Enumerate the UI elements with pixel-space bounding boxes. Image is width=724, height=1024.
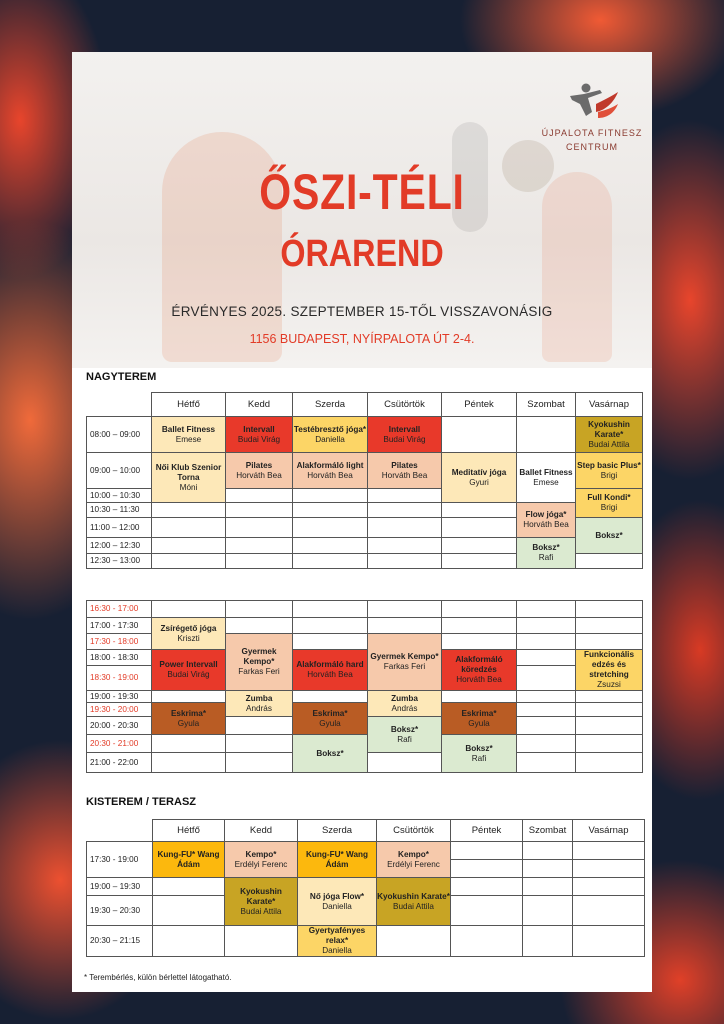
empty-cell	[517, 735, 576, 753]
class-cell: Ballet Fitness Emese	[517, 453, 576, 503]
class-cell: Meditatív jóga Gyuri	[442, 453, 517, 503]
class-cell: Alakformáló hard Horváth Bea	[293, 650, 368, 691]
class-cell: Intervall Budai Virág	[368, 417, 442, 453]
class-cell: Kyokushin Karate* Budai Attila	[576, 417, 643, 453]
empty-cell	[368, 538, 442, 554]
class-cell: Női Klub Szenior Torna Móni	[152, 453, 226, 503]
day-header: Hétfő	[153, 820, 225, 842]
day-header: Kedd	[225, 820, 298, 842]
page-title: ŐSZI-TÉLI	[259, 164, 465, 220]
schedule-poster	[72, 52, 652, 992]
empty-cell	[153, 926, 225, 957]
empty-cell	[153, 878, 225, 896]
empty-cell	[523, 878, 573, 896]
empty-cell	[152, 503, 226, 518]
empty-cell	[152, 601, 226, 618]
empty-cell	[226, 489, 293, 503]
empty-cell	[576, 554, 643, 569]
hero-photo	[72, 52, 652, 368]
empty-cell	[517, 703, 576, 717]
empty-cell	[576, 601, 643, 618]
class-cell: Intervall Budai Virág	[226, 417, 293, 453]
class-cell: Alakformáló köredzés Horváth Bea	[442, 650, 517, 691]
empty-cell	[152, 735, 226, 753]
day-header: Szerda	[293, 393, 368, 417]
empty-cell	[293, 601, 368, 618]
empty-cell	[517, 666, 576, 691]
empty-cell	[517, 618, 576, 634]
nagyterem-morning-table	[86, 392, 643, 569]
class-cell: Eskrima* Gyula	[293, 703, 368, 735]
empty-cell	[368, 518, 442, 538]
empty-cell	[442, 503, 517, 518]
class-cell: Gyertyafényes relax* Daniella	[298, 926, 377, 957]
empty-cell	[226, 717, 293, 735]
empty-cell	[293, 489, 368, 503]
page-subtitle: ÓRAREND	[280, 233, 444, 275]
empty-cell	[573, 842, 645, 860]
empty-cell	[226, 503, 293, 518]
empty-cell	[152, 753, 226, 773]
fitness-figure-logo-icon	[562, 82, 622, 124]
empty-cell	[152, 538, 226, 554]
empty-cell	[576, 691, 643, 703]
empty-cell	[576, 703, 643, 717]
empty-cell	[293, 634, 368, 650]
class-cell: Kempo* Erdélyi Ferenc	[225, 842, 298, 878]
class-cell: Gyermek Kempo* Farkas Feri	[226, 634, 293, 691]
time-slot: 20:30 - 21:00	[87, 735, 152, 753]
time-slot: 19:30 - 20:00	[87, 703, 152, 717]
empty-cell	[517, 634, 576, 650]
empty-cell	[226, 601, 293, 618]
empty-cell	[368, 753, 442, 773]
time-slot: 10:00 – 10:30	[87, 489, 152, 503]
empty-cell	[573, 926, 645, 957]
time-slot: 18:30 - 19:00	[87, 666, 152, 691]
class-cell: Pilates Horváth Bea	[368, 453, 442, 489]
class-cell: Gyermek Kempo* Farkas Feri	[368, 634, 442, 691]
empty-cell	[451, 926, 523, 957]
class-cell: Zumba András	[226, 691, 293, 717]
empty-cell	[293, 618, 368, 634]
address-text: 1156 BUDAPEST, NYÍRPALOTA ÚT 2-4.	[249, 332, 475, 346]
empty-cell	[368, 618, 442, 634]
class-cell: Kung-FU* Wang Ádám	[153, 842, 225, 878]
class-cell: Power Intervall Budai Virág	[152, 650, 226, 691]
empty-cell	[226, 538, 293, 554]
class-cell: Nő jóga Flow* Daniella	[298, 878, 377, 926]
class-cell: Alakformáló light Horváth Bea	[293, 453, 368, 489]
empty-cell	[517, 650, 576, 666]
time-slot: 17:30 - 18:00	[87, 634, 152, 650]
time-slot: 08:00 – 09:00	[87, 417, 152, 453]
empty-cell	[226, 735, 293, 753]
empty-cell	[523, 860, 573, 878]
kisterem-table	[152, 819, 645, 842]
day-header: Hétfő	[152, 393, 226, 417]
time-slot: 19:30 – 20:30	[87, 896, 153, 926]
time-slot: 20:00 - 20:30	[87, 717, 152, 735]
brand-logo	[537, 82, 647, 152]
day-header: Vasárnap	[576, 393, 643, 417]
kisterem-body-table	[86, 841, 645, 957]
time-slot: 17:00 - 17:30	[87, 618, 152, 634]
day-header: Csütörtök	[377, 820, 451, 842]
empty-cell	[293, 691, 368, 703]
empty-cell	[451, 896, 523, 926]
day-header: Kedd	[226, 393, 293, 417]
empty-cell	[451, 878, 523, 896]
section-kisterem: KISTEREM / TERASZ	[86, 796, 197, 808]
empty-cell	[517, 601, 576, 618]
empty-cell	[442, 618, 517, 634]
time-slot: 10:30 – 11:30	[87, 503, 152, 518]
class-cell: Kempo* Erdélyi Ferenc	[377, 842, 451, 878]
nagyterem-evening-table	[86, 600, 643, 773]
empty-cell	[523, 896, 573, 926]
empty-cell	[442, 634, 517, 650]
class-cell: Kyokushin Karate* Budai Attila	[377, 878, 451, 926]
day-header: Péntek	[442, 393, 517, 417]
class-cell: Eskrima* Gyula	[152, 703, 226, 735]
empty-cell	[517, 691, 576, 703]
empty-cell	[368, 601, 442, 618]
class-cell: Zsírégető jóga Kriszti	[152, 618, 226, 650]
time-slot: 17:30 - 19:00	[87, 842, 153, 878]
time-slot: 19:00 – 19:30	[87, 878, 153, 896]
empty-cell	[152, 518, 226, 538]
brand-name-line1: ÚJPALOTA FITNESZ	[541, 128, 643, 138]
empty-cell	[442, 417, 517, 453]
empty-cell	[368, 554, 442, 569]
class-cell: Boksz*	[293, 735, 368, 773]
empty-cell	[573, 878, 645, 896]
class-cell: Boksz* Rafi	[368, 717, 442, 753]
empty-cell	[442, 554, 517, 569]
time-slot: 12:00 – 12:30	[87, 538, 152, 554]
empty-cell	[153, 896, 225, 926]
empty-cell	[442, 538, 517, 554]
empty-cell	[451, 842, 523, 860]
day-header: Szombat	[523, 820, 573, 842]
class-cell: Zumba András	[368, 691, 442, 717]
class-cell: Boksz* Rafi	[517, 538, 576, 569]
time-slot: 20:30 – 21:15	[87, 926, 153, 957]
empty-cell	[576, 618, 643, 634]
time-slot: 16:30 - 17:00	[87, 601, 152, 618]
empty-cell	[451, 860, 523, 878]
class-cell: Pilates Horváth Bea	[226, 453, 293, 489]
empty-cell	[576, 735, 643, 753]
empty-cell	[576, 717, 643, 735]
empty-cell	[226, 554, 293, 569]
empty-cell	[377, 926, 451, 957]
empty-cell	[226, 618, 293, 634]
empty-cell	[293, 554, 368, 569]
empty-cell	[523, 926, 573, 957]
empty-cell	[293, 503, 368, 518]
time-slot: 19:00 - 19:30	[87, 691, 152, 703]
day-header: Szombat	[517, 393, 576, 417]
empty-cell	[226, 518, 293, 538]
day-header: Csütörtök	[368, 393, 442, 417]
time-slot: 12:30 – 13:00	[87, 554, 152, 569]
brand-name-line2: CENTRUM	[566, 142, 618, 152]
empty-cell	[517, 417, 576, 453]
empty-cell	[442, 518, 517, 538]
class-cell: Eskrima* Gyula	[442, 703, 517, 735]
footnote: * Terembérlés, külön bérlettel látogatható.	[84, 973, 232, 982]
empty-cell	[576, 753, 643, 773]
time-slot: 21:00 - 22:00	[87, 753, 152, 773]
day-header: Vasárnap	[573, 820, 645, 842]
empty-cell	[523, 842, 573, 860]
class-cell: Testébresztő jóga* Daniella	[293, 417, 368, 453]
class-cell: Kung-FU* Wang Ádám	[298, 842, 377, 878]
empty-cell	[576, 634, 643, 650]
empty-cell	[573, 860, 645, 878]
time-slot: 11:00 – 12:00	[87, 518, 152, 538]
class-cell: Ballet Fitness Emese	[152, 417, 226, 453]
class-cell: Boksz*	[576, 518, 643, 554]
empty-cell	[368, 489, 442, 503]
empty-cell	[152, 691, 226, 703]
corner-cell	[87, 393, 152, 417]
class-cell: Step basic Plus* Brigi	[576, 453, 643, 489]
empty-cell	[368, 503, 442, 518]
time-slot: 09:00 – 10:00	[87, 453, 152, 489]
day-header: Szerda	[298, 820, 377, 842]
empty-cell	[226, 753, 293, 773]
validity-text: ÉRVÉNYES 2025. SZEPTEMBER 15-TŐL VISSZAVONÁSIG	[171, 304, 553, 319]
class-cell: Full Kondi* Brigi	[576, 489, 643, 518]
empty-cell	[517, 717, 576, 735]
class-cell: Boksz* Rafi	[442, 735, 517, 773]
empty-cell	[293, 518, 368, 538]
time-slot: 18:00 - 18:30	[87, 650, 152, 666]
empty-cell	[517, 753, 576, 773]
empty-cell	[442, 691, 517, 703]
empty-cell	[152, 554, 226, 569]
empty-cell	[442, 601, 517, 618]
day-header: Péntek	[451, 820, 523, 842]
section-nagyterem: NAGYTEREM	[86, 371, 157, 383]
empty-cell	[573, 896, 645, 926]
class-cell: Flow jóga* Horváth Bea	[517, 503, 576, 538]
class-cell: Kyokushin Karate* Budai Attila	[225, 878, 298, 926]
class-cell: Funkcionális edzés és stretching Zsuzsi	[576, 650, 643, 691]
empty-cell	[293, 538, 368, 554]
empty-cell	[225, 926, 298, 957]
